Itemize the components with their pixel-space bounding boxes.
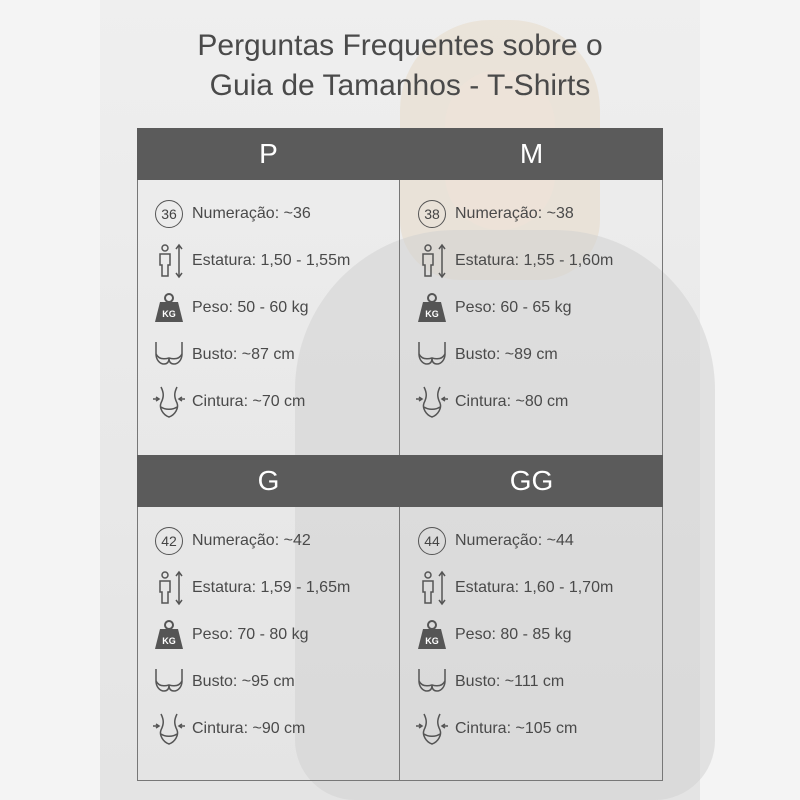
waist-icon [152, 385, 186, 419]
row-peso: KG Peso: 60 - 65 kg [415, 288, 572, 328]
height-person-icon [152, 571, 186, 605]
bust-icon [152, 665, 186, 699]
row-numeracao: 38 Numeração: ~38 [415, 194, 574, 234]
row-numeracao: 44 Numeração: ~44 [415, 521, 574, 561]
svg-text:KG: KG [162, 309, 176, 319]
row-busto: Busto: ~95 cm [152, 662, 295, 702]
size-header-m: M [400, 128, 663, 180]
weight-kg-icon [415, 618, 449, 652]
row-estatura: Estatura: 1,60 - 1,70m [415, 568, 613, 608]
row-peso: KG Peso: 50 - 60 kg [152, 288, 309, 328]
height-person-icon [415, 571, 449, 605]
svg-text:KG: KG [425, 309, 439, 319]
row-estatura: Estatura: 1,55 - 1,60m [415, 241, 613, 281]
title-line-2: Guia de Tamanhos - T-Shirts [209, 69, 591, 102]
size-header-p: P [137, 128, 400, 180]
height-person-icon [152, 244, 186, 278]
svg-text:KG: KG [162, 636, 176, 646]
number-circle-icon: 38 [415, 197, 449, 231]
page-title [100, 26, 700, 106]
waist-icon [415, 385, 449, 419]
row-numeracao: 42 Numeração: ~42 [152, 521, 311, 561]
row-numeracao: 36 Numeração: ~36 [152, 194, 311, 234]
row-peso: KG Peso: 70 - 80 kg [152, 615, 309, 655]
row-busto: Busto: ~87 cm [152, 335, 295, 375]
title-line-1: Perguntas Frequentes sobre o [197, 29, 603, 62]
weight-kg-icon [152, 618, 186, 652]
number-circle-icon: 42 [152, 524, 186, 558]
row-cintura: Cintura: ~80 cm [415, 382, 568, 422]
waist-icon [415, 712, 449, 746]
svg-text:KG: KG [425, 636, 439, 646]
waist-icon [152, 712, 186, 746]
row-peso: KG Peso: 80 - 85 kg [415, 615, 572, 655]
row-busto: Busto: ~89 cm [415, 335, 558, 375]
row-cintura: Cintura: ~70 cm [152, 382, 305, 422]
row-estatura: Estatura: 1,50 - 1,55m [152, 241, 350, 281]
row-estatura: Estatura: 1,59 - 1,65m [152, 568, 350, 608]
size-header-gg: GG [400, 455, 663, 507]
weight-kg-icon [415, 291, 449, 325]
bust-icon [415, 665, 449, 699]
row-cintura: Cintura: ~105 cm [415, 709, 577, 749]
size-header-g: G [137, 455, 400, 507]
bust-icon [415, 338, 449, 372]
weight-kg-icon [152, 291, 186, 325]
number-circle-icon: 44 [415, 524, 449, 558]
row-cintura: Cintura: ~90 cm [152, 709, 305, 749]
height-person-icon [415, 244, 449, 278]
number-circle-icon: 36 [152, 197, 186, 231]
row-busto: Busto: ~111 cm [415, 662, 564, 702]
bust-icon [152, 338, 186, 372]
